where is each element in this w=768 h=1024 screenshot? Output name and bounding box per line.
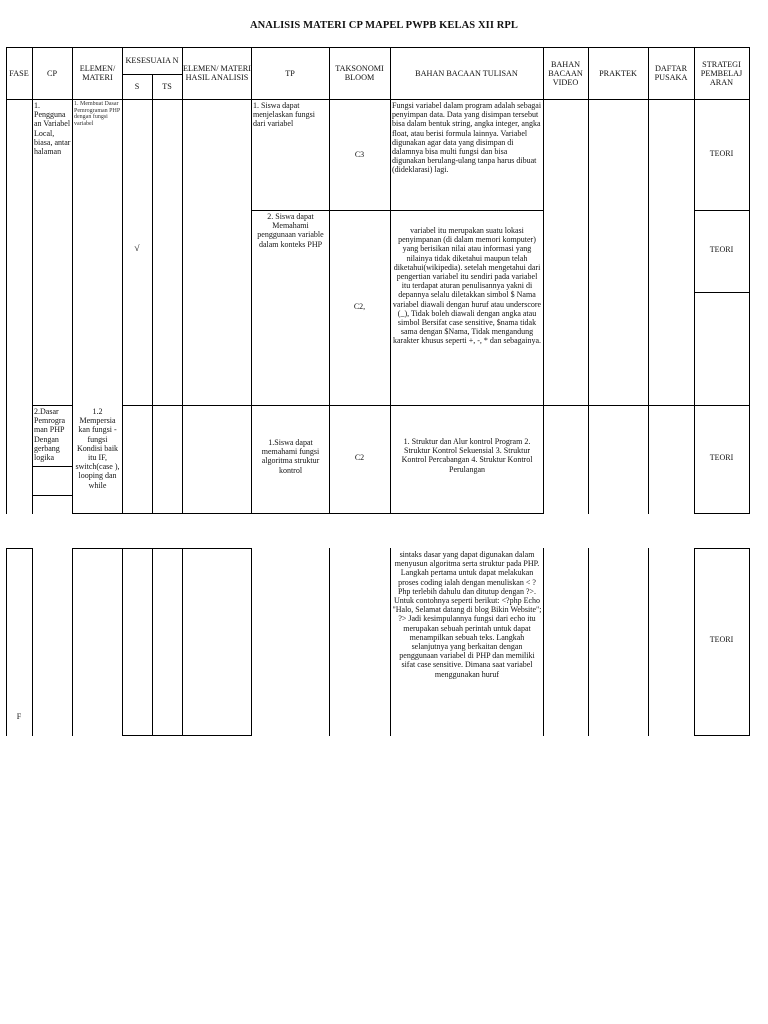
header-tp: TP bbox=[285, 68, 295, 78]
header-bahan-tulisan: BAHAN BACAAN TULISAN bbox=[415, 68, 518, 78]
bloom-2: C2, bbox=[353, 302, 366, 311]
strategi-3: TEORI bbox=[709, 453, 734, 462]
header-strategi: STRATEGI PEMBELAJ ARAN bbox=[700, 59, 743, 87]
bahan-tulisan-3: 1. Struktur dan Alur kontrol Program 2. Struktur Kontrol Sekuensial 3. Struktur Kontrol Percabangan 4. Struktur Kontrol Perulangan bbox=[401, 437, 533, 474]
page-title: ANALISIS MATERI CP MAPEL PWPB KELAS XII RPL bbox=[249, 20, 519, 31]
bloom-3: C2 bbox=[354, 453, 365, 462]
cp-1: 1. Pengguna an Variabel Local, biasa, antar halaman bbox=[34, 101, 71, 157]
header-kesesuaian: KESESUAIA N bbox=[125, 56, 179, 65]
strategi-4: TEORI bbox=[709, 635, 734, 644]
elemen-materi-2: 1.2 Mempersia kan fungsi - fungsi Kondisi baik itu IF, switch(case ), looping dan while bbox=[75, 407, 120, 490]
tp-1: 1. Siswa dapat menjelaskan fungsi dari variabel bbox=[253, 101, 315, 129]
header-elemen-materi: ELEMEN/ MATERI bbox=[79, 64, 116, 82]
check-mark: √ bbox=[134, 244, 140, 254]
bahan-tulisan-2: variabel itu merupakan suatu lokasi penyimpanan (di dalam memori komputer) yang berisikan nilai atau informasi yang nilainya tidak diketahui maupun telah diketahui(wikipedia). setelah mengetahui dari pengertian variabel itu sendiri pada variabel itu terdapat aturan penulisannya yakni di depannya selalu diletakkan simbol $ Nama variabel diawali dengan huruf atau underscore (_), Tidak boleh diawali dengan angka atau simbol Bersifat case sensitive, $nama tidak sama dengan $Nama, Tidak mengandung karakter khusus seperti +, -, * dan sebagainya. bbox=[392, 226, 542, 346]
tp-2: 2. Siswa dapat Memahami penggunaan variable dalam konteks PHP bbox=[257, 212, 324, 249]
cp-2: 2.Dasar Pemrogra man PHP Dengan gerbang logika bbox=[34, 407, 66, 463]
bloom-1: C3 bbox=[354, 150, 365, 159]
header-s: S bbox=[134, 82, 140, 91]
header-taksonomi: TAKSONOMI BLOOM bbox=[335, 64, 384, 82]
header-praktek: PRAKTEK bbox=[599, 68, 637, 78]
tp-3: 1.Siswa dapat memahami fungsi algoritma struktur kontrol bbox=[261, 438, 320, 475]
header-fase: FASE bbox=[9, 68, 29, 78]
strategi-1: TEORI bbox=[709, 149, 734, 158]
bahan-tulisan-4: sintaks dasar yang dapat digunakan dalam menyusun algoritma serta struktur pada PHP. Langkah pertama untuk dapat melakukan proses coding ialah dengan menuliskan < ? Php terlebih dahulu dan ditutup dengan ?>. Untuk contohnya seperti berikut: <?php Echo "Halo, Selamat datang di blog Bikin Website"; ?> Jadi kesimpulannya fungsi dari echo itu merupakan sebuah perintah untuk dapat menampilkan sebuah teks. Langkah selanjutnya yang berkaitan dengan penggunaan variabel di PHP dan memiliki sifat case sensitive. Dimana saat variabel menggunakan huruf bbox=[392, 550, 542, 679]
header-bahan-video: BAHAN BACAAN VIDEO bbox=[548, 59, 583, 87]
header-ts: TS bbox=[162, 82, 172, 91]
header-elemen-hasil: ELEMEN/ MATERI HASIL ANALISIS bbox=[183, 64, 251, 82]
strategi-2: TEORI bbox=[709, 245, 734, 254]
header-daftar-pusaka: DAFTAR PUSAKA bbox=[654, 64, 688, 82]
header-cp: CP bbox=[46, 68, 57, 78]
elemen-materi-1: 1. Membuat Dasar Pemrograman PHP dengan fungsi variabel bbox=[74, 101, 120, 127]
bahan-tulisan-1: Fungsi variabel dalam program adalah sebagai penyimpan data. Data yang disimpan tersebut bisa dalam bentuk string, angka integer, angka float, atau berisi formula lainnya. Variabel digunakan agar data yang disimpan di dalamnya bisa multi fungsi dan bisa digunakan berulang-ulang tanpa harus dibuat (dideklarasi) lagi. bbox=[392, 101, 542, 175]
fase-f: F bbox=[16, 712, 22, 721]
